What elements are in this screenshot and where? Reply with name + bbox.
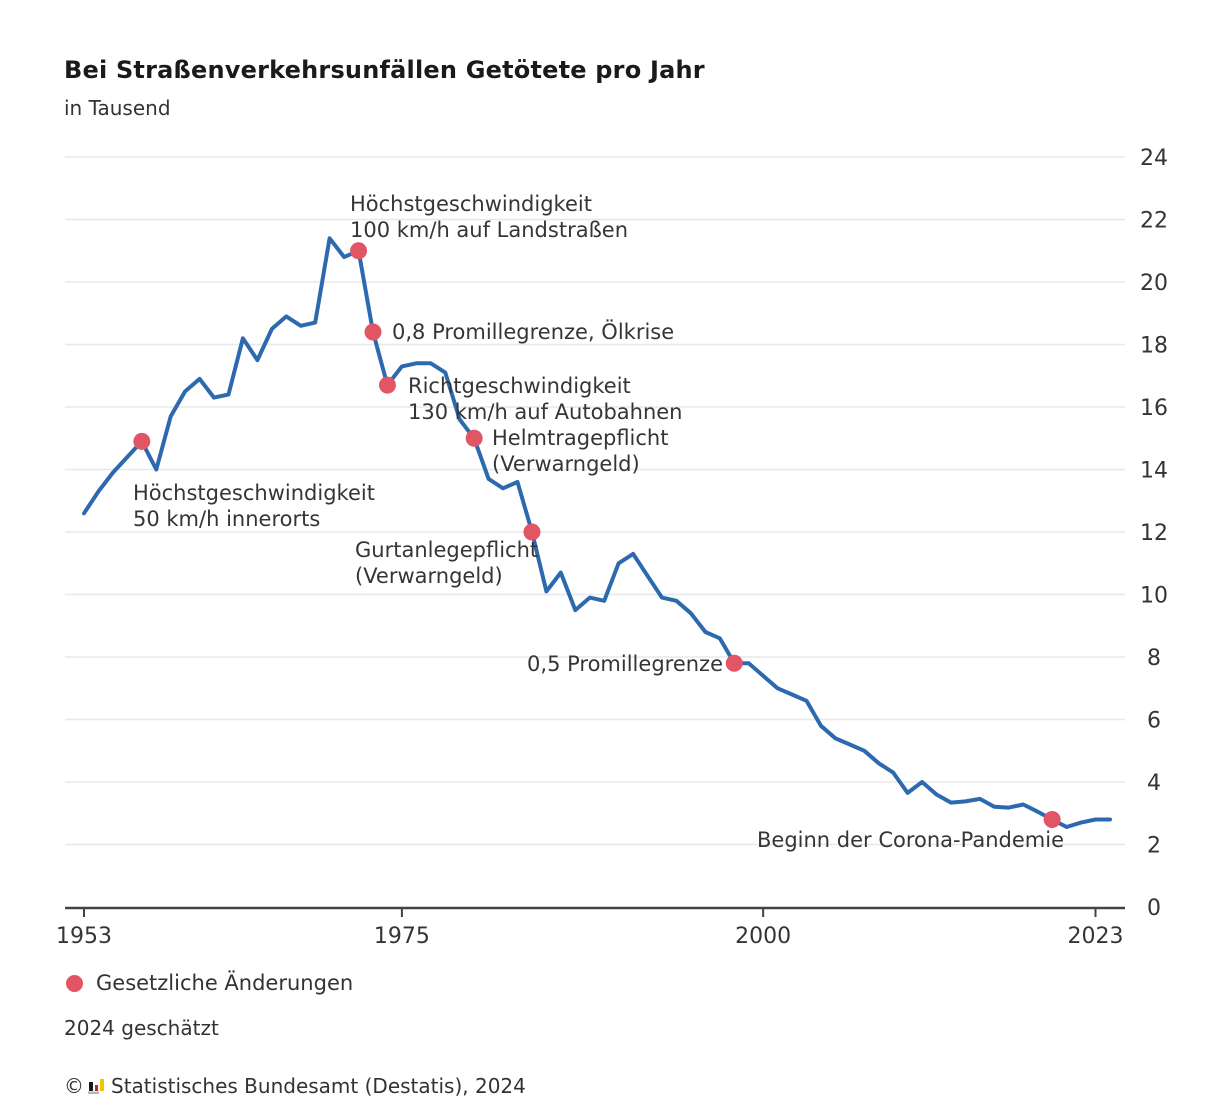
- y-tick-label: 4: [1147, 771, 1161, 796]
- annotation-label: (Verwarngeld): [355, 564, 503, 588]
- annotation-label: (Verwarngeld): [492, 452, 640, 476]
- annotation-label: Höchstgeschwindigkeit: [350, 192, 592, 216]
- annotation-label: 0,8 Promillegrenze, Ölkrise: [392, 320, 675, 344]
- x-tick-label: 1975: [373, 924, 430, 949]
- copyright-symbol: ©: [64, 1074, 84, 1098]
- y-tick-label: 14: [1140, 458, 1168, 484]
- y-tick-label: 16: [1140, 396, 1168, 421]
- source-text: Statistisches Bundesamt (Destatis), 2024: [111, 1074, 526, 1098]
- legal-change-marker: [726, 655, 743, 672]
- legal-change-marker: [350, 242, 367, 259]
- y-tick-label: 20: [1140, 271, 1168, 296]
- y-tick-label: 6: [1147, 708, 1161, 734]
- legal-change-marker: [1044, 811, 1061, 828]
- y-tick-label: 0: [1147, 896, 1161, 921]
- legend-marker-dot-icon: [66, 975, 83, 992]
- legal-change-marker: [466, 430, 483, 447]
- annotation-label: 130 km/h auf Autobahnen: [408, 400, 683, 424]
- annotation-label: Richtgeschwindigkeit: [408, 374, 631, 398]
- legal-change-marker: [133, 433, 150, 450]
- annotation-label: 50 km/h innerorts: [133, 507, 321, 531]
- page-title: Bei Straßenverkehrsunfällen Getötete pro Jahr: [64, 56, 705, 84]
- source-line: [64, 1074, 526, 1098]
- chart-unit-subtitle: in Tausend: [64, 96, 171, 120]
- annotation-label: Höchstgeschwindigkeit: [133, 481, 375, 505]
- destatis-logo-icon: [88, 1078, 107, 1094]
- y-tick-label: 10: [1140, 583, 1168, 609]
- chart-legend: [66, 971, 353, 995]
- y-tick-label: 12: [1140, 521, 1168, 546]
- y-tick-label: 8: [1147, 646, 1161, 671]
- legal-change-marker: [365, 324, 382, 341]
- legend-label: Gesetzliche Änderungen: [96, 971, 354, 995]
- y-tick-label: 2: [1147, 833, 1161, 859]
- annotation-label: Gurtanlegepflicht: [355, 538, 539, 562]
- legal-change-marker: [379, 377, 396, 394]
- x-tick-label: 2023: [1067, 924, 1124, 949]
- x-tick-label: 1953: [56, 924, 112, 949]
- annotation-label: Beginn der Corona-Pandemie: [757, 828, 1064, 852]
- y-tick-label: 22: [1140, 208, 1168, 234]
- x-tick-label: 2000: [735, 924, 792, 949]
- y-tick-label: 24: [1140, 146, 1168, 171]
- annotation-label: Helmtragepflicht: [492, 426, 669, 450]
- estimate-footnote: 2024 geschätzt: [64, 1016, 219, 1040]
- annotation-label: 100 km/h auf Landstraßen: [350, 218, 629, 242]
- annotation-label: 0,5 Promillegrenze: [527, 652, 723, 676]
- y-tick-label: 18: [1140, 333, 1168, 359]
